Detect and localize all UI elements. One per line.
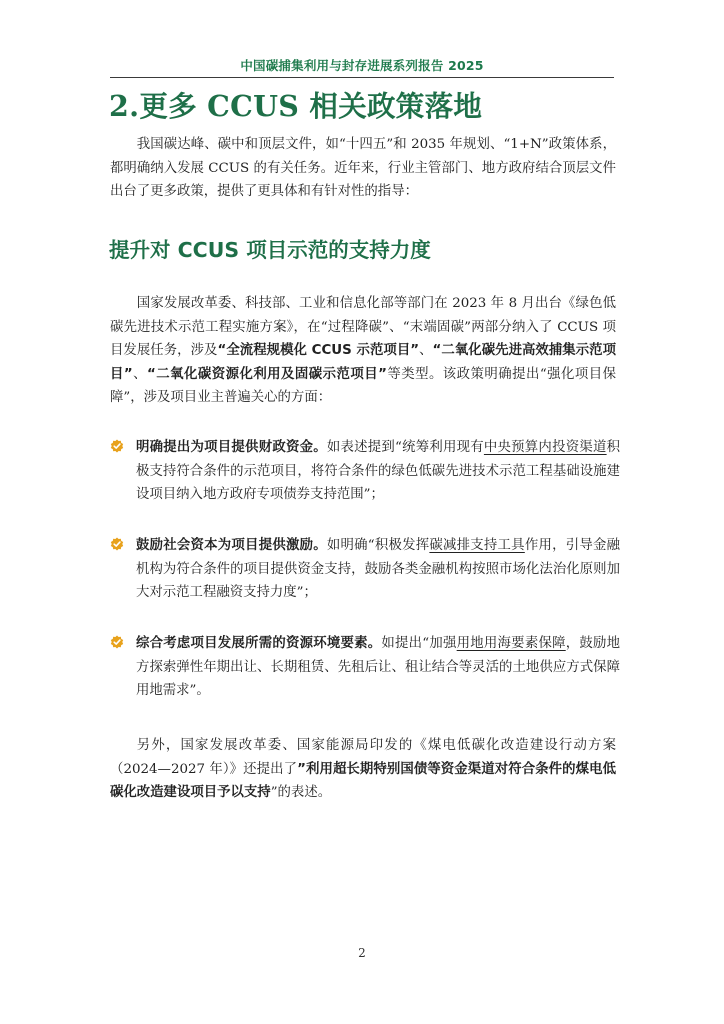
check-badge-icon: [110, 439, 124, 453]
bullet-heading: 鼓励社会资本为项目提供激励。: [136, 538, 327, 553]
policy-text-3: 、: [132, 366, 148, 382]
page-title: 2.更多 CCUS 相关政策落地: [109, 89, 483, 123]
closing-text-pre: 另外，国家发展改革委、国家能源局印发的《煤电低碳化改造建设行动方案（2024—2027 年）》还提出了: [110, 738, 616, 777]
bullet-underlined-term: 碳减排支持工具: [429, 538, 525, 553]
bullet-item-resource-environment: [110, 632, 620, 703]
bullet-heading: 明确提出为项目提供财政资金。: [136, 440, 327, 455]
policy-project-type-2: “二氧化碳先进高效捕集示范项目”: [110, 343, 616, 382]
policy-project-type-3: “二氧化碳资源化利用及固碳示范项目”: [147, 366, 387, 382]
check-badge-icon: [110, 537, 124, 551]
bullet-underlined-term: 用地用海要素保障: [456, 636, 566, 651]
bullet-body-post: 作用，引导金融机构为符合条件的项目提供资金支持，鼓励各类金融机构按照市场化法治化原则加大对示范工程融资支持力度”；: [136, 538, 620, 601]
report-header: 中国碳捕集利用与封存进展系列报告 2025: [240, 58, 484, 73]
header-divider: [110, 77, 614, 78]
check-badge-icon: [110, 635, 124, 649]
page-number: 2: [358, 946, 366, 960]
bullet-body-post: ，鼓励地方探索弹性年期出让、长期租赁、先租后让、租让结合等灵活的土地供应方式保障用地需求”。: [136, 636, 621, 699]
bullet-text: [136, 632, 620, 703]
closing-text-post: ”的表述。: [270, 785, 332, 801]
bullet-body-pre: 如表述提到“统筹利用现有: [326, 440, 484, 455]
bullet-body-pre: 如提出“加强: [381, 636, 457, 651]
closing-paragraph: [110, 734, 616, 805]
policy-text-2: 、: [419, 343, 433, 359]
policy-project-type-1: “全流程规模化 CCUS 示范项目”: [217, 343, 420, 359]
bullet-text: [136, 534, 620, 605]
bullet-text: [136, 436, 620, 507]
bullet-body-post: 积极支持符合条件的示范项目，将符合条件的绿色低碳先进技术示范工程基础设施建设项目纳入地方政府专项债券支持范围”；: [136, 440, 620, 503]
bullet-underlined-term: 中央预算内投资渠道: [483, 440, 607, 455]
closing-bold-quote: ”利用超长期特别国债等资金渠道对符合条件的煤电低碳化改造建设项目予以支持: [110, 761, 616, 801]
policy-text-4: 等类型。该政策明确提出“强化项目保障”，涉及项目业主普遍关心的方面：: [110, 366, 616, 406]
policy-text-1: 国家发展改革委、科技部、工业和信息化部等部门在 2023 年 8 月出台《绿色低碳先进技术示范工程实施方案》，在“过程降碳”、“末端固碳”两部分纳入了 CCUS 项目发展任务，涉及: [110, 296, 616, 359]
intro-paragraph: 我国碳达峰、碳中和顶层文件，如“十四五”和 2035 年规划、“1+N”政策体系，都明确纳入发展 CCUS 的有关任务。近年来，行业主管部门、地方政府结合顶层文件出台了更多政策，提供了更具体和有针对性的指导：: [110, 137, 616, 200]
bullet-item-social-capital: [110, 534, 620, 605]
policy-paragraph: [110, 292, 616, 410]
bullet-item-fiscal-funds: [110, 436, 620, 507]
bullet-body-pre: 如明确“积极发挥: [326, 538, 430, 553]
bullet-heading: 综合考虑项目发展所需的资源环境要素。: [136, 636, 382, 651]
section-subheading: 提升对 CCUS 项目示范的支持力度: [109, 238, 431, 262]
